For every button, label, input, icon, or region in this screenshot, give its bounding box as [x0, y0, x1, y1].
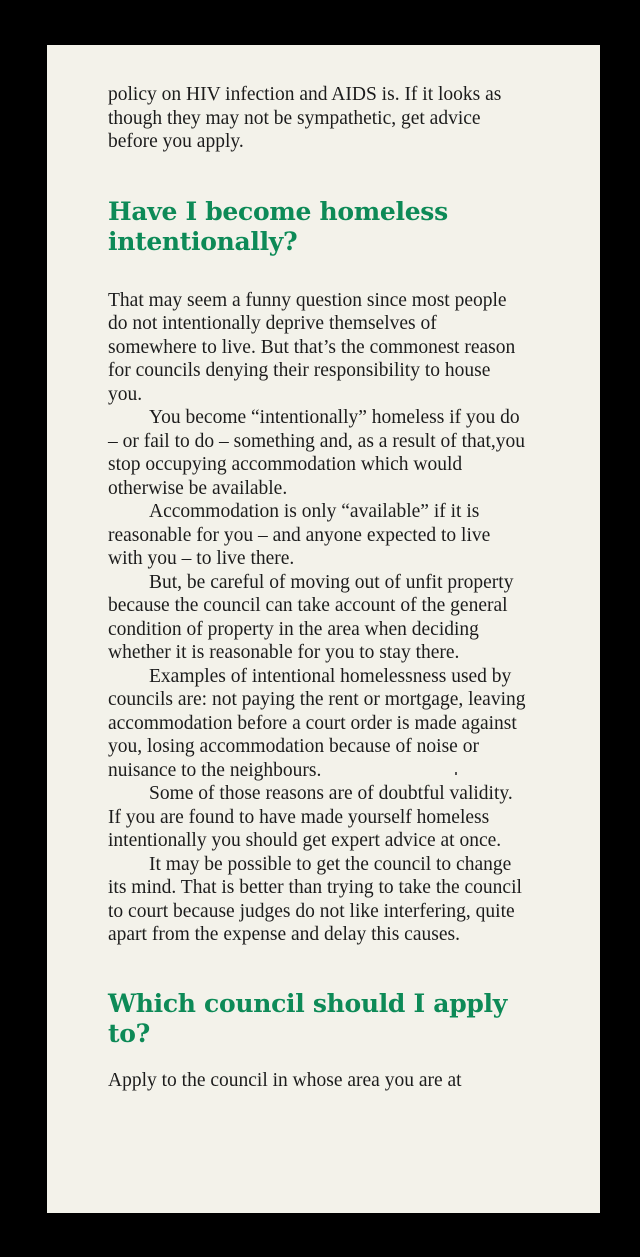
paragraph-2: You become “intentionally” homeless if you do – or fail to do – something and, as a result of that,you stop occupying accommodation which would otherwise be available.: [108, 407, 526, 499]
intro-paragraph: policy on HIV infection and AIDS is. If it looks as though they may not be sympathetic, get advice before you apply.: [108, 84, 502, 152]
paragraph-3: Accommodation is only “available” if it is reasonable for you – and anyone expected to live with you – to live there.: [108, 501, 491, 569]
heading-homeless-intentionally: Have I become homeless intentionally?: [108, 196, 448, 256]
paragraph-5: Examples of intentional homelessness used by councils are: not paying the rent or mortgage, leaving accommodation before a court order is made against you, losing accommodation because of noise or nuisance to the neighbours.: [108, 665, 526, 781]
leaflet-text: [108, 83, 528, 1092]
paragraph-6: Some of those reasons are of doubtful validity. If you are found to have made yourself homeless intentionally you should get expert advice at once.: [108, 783, 513, 851]
paragraph-4: But, be careful of moving out of unfit property because the council can take account of the general condition of property in the area when deciding whether it is reasonable for you to stay there.: [108, 571, 514, 663]
leaflet-page: [47, 45, 600, 1213]
paragraph-1: That may seem a funny question since most people do not intentionally deprive themselves of somewhere to live. But that’s the commonest reason for councils denying their responsibility to house you.: [108, 289, 516, 405]
paragraph-apply: Apply to the council in whose area you are at: [108, 1069, 462, 1091]
paper-speck: [455, 772, 457, 775]
paragraph-7: It may be possible to get the council to change its mind. That is better than trying to take the council to court because judges do not like interfering, quite apart from the expense and delay this causes.: [108, 853, 522, 945]
heading-which-council: Which council should I apply to?: [108, 988, 507, 1048]
